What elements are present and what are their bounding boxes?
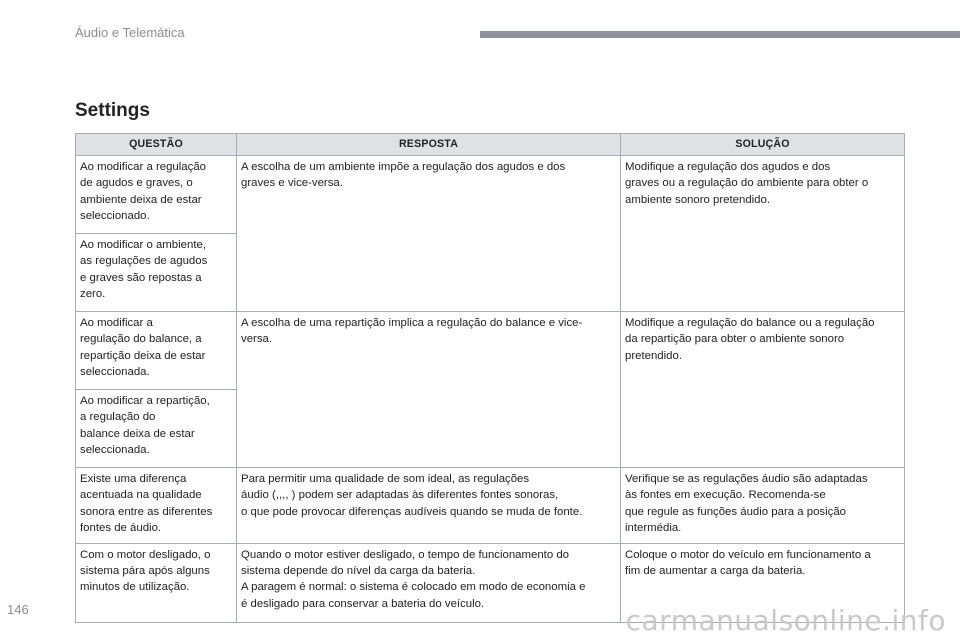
page-number: 146 [7, 602, 29, 617]
question-cell: Ao modificar a regulação do balance, a repartição deixa de estar seleccionada. [76, 312, 237, 390]
page-title: Settings [75, 100, 150, 121]
answer-cell: A escolha de um ambiente impõe a regulação dos agudos e dos graves e vice-versa. [237, 156, 621, 312]
table-header-row [76, 134, 905, 156]
table-row [76, 156, 905, 234]
solution-cell: Verifique se as regulações áudio são adaptadas às fontes em execução. Recomenda-se que regule as funções áudio para a posição intermédia. [621, 468, 905, 544]
table-row [76, 468, 905, 544]
solution-cell: Coloque o motor do veículo em funcionamento a fim de aumentar a carga da bateria. [621, 543, 905, 622]
table-row [76, 312, 905, 390]
answer-cell: A escolha de uma repartição implica a regulação do balance e vice- versa. [237, 312, 621, 468]
section-header: Áudio e Telemática [75, 25, 185, 40]
watermark: carmanualsonline.info [625, 604, 946, 637]
question-cell: Ao modificar a repartição, a regulação do balance deixa de estar seleccionada. [76, 390, 237, 468]
column-header-questao: QUESTÃO [76, 134, 237, 156]
column-header-resposta: RESPOSTA [237, 134, 621, 156]
question-cell: Ao modificar o ambiente, as regulações de agudos e graves são repostas a zero. [76, 234, 237, 312]
question-cell: Existe uma diferença acentuada na qualidade sonora entre as diferentes fontes de áudio. [76, 468, 237, 544]
solution-cell: Modifique a regulação dos agudos e dos graves ou a regulação do ambiente para obter o ambiente sonoro pretendido. [621, 156, 905, 312]
answer-cell: Para permitir uma qualidade de som ideal, as regulações áudio (,,,, ) podem ser adaptadas às diferentes fontes sonoras, o que pode provocar diferenças audíveis quando se muda de fonte. [237, 468, 621, 544]
answer-cell: Quando o motor estiver desligado, o tempo de funcionamento do sistema depende do nível da carga da bateria. A paragem é normal: o sistema é colocado em modo de economia e é desligado para conservar a bateria do veículo. [237, 543, 621, 622]
header-bar [480, 31, 960, 38]
faq-table [75, 133, 905, 623]
question-cell: Com o motor desligado, o sistema pára após alguns minutos de utilização. [76, 543, 237, 622]
solution-cell: Modifique a regulação do balance ou a regulação da repartição para obter o ambiente sonoro pretendido. [621, 312, 905, 468]
question-cell: Ao modificar a regulação de agudos e graves, o ambiente deixa de estar seleccionado. [76, 156, 237, 234]
column-header-solucao: SOLUÇÃO [621, 134, 905, 156]
